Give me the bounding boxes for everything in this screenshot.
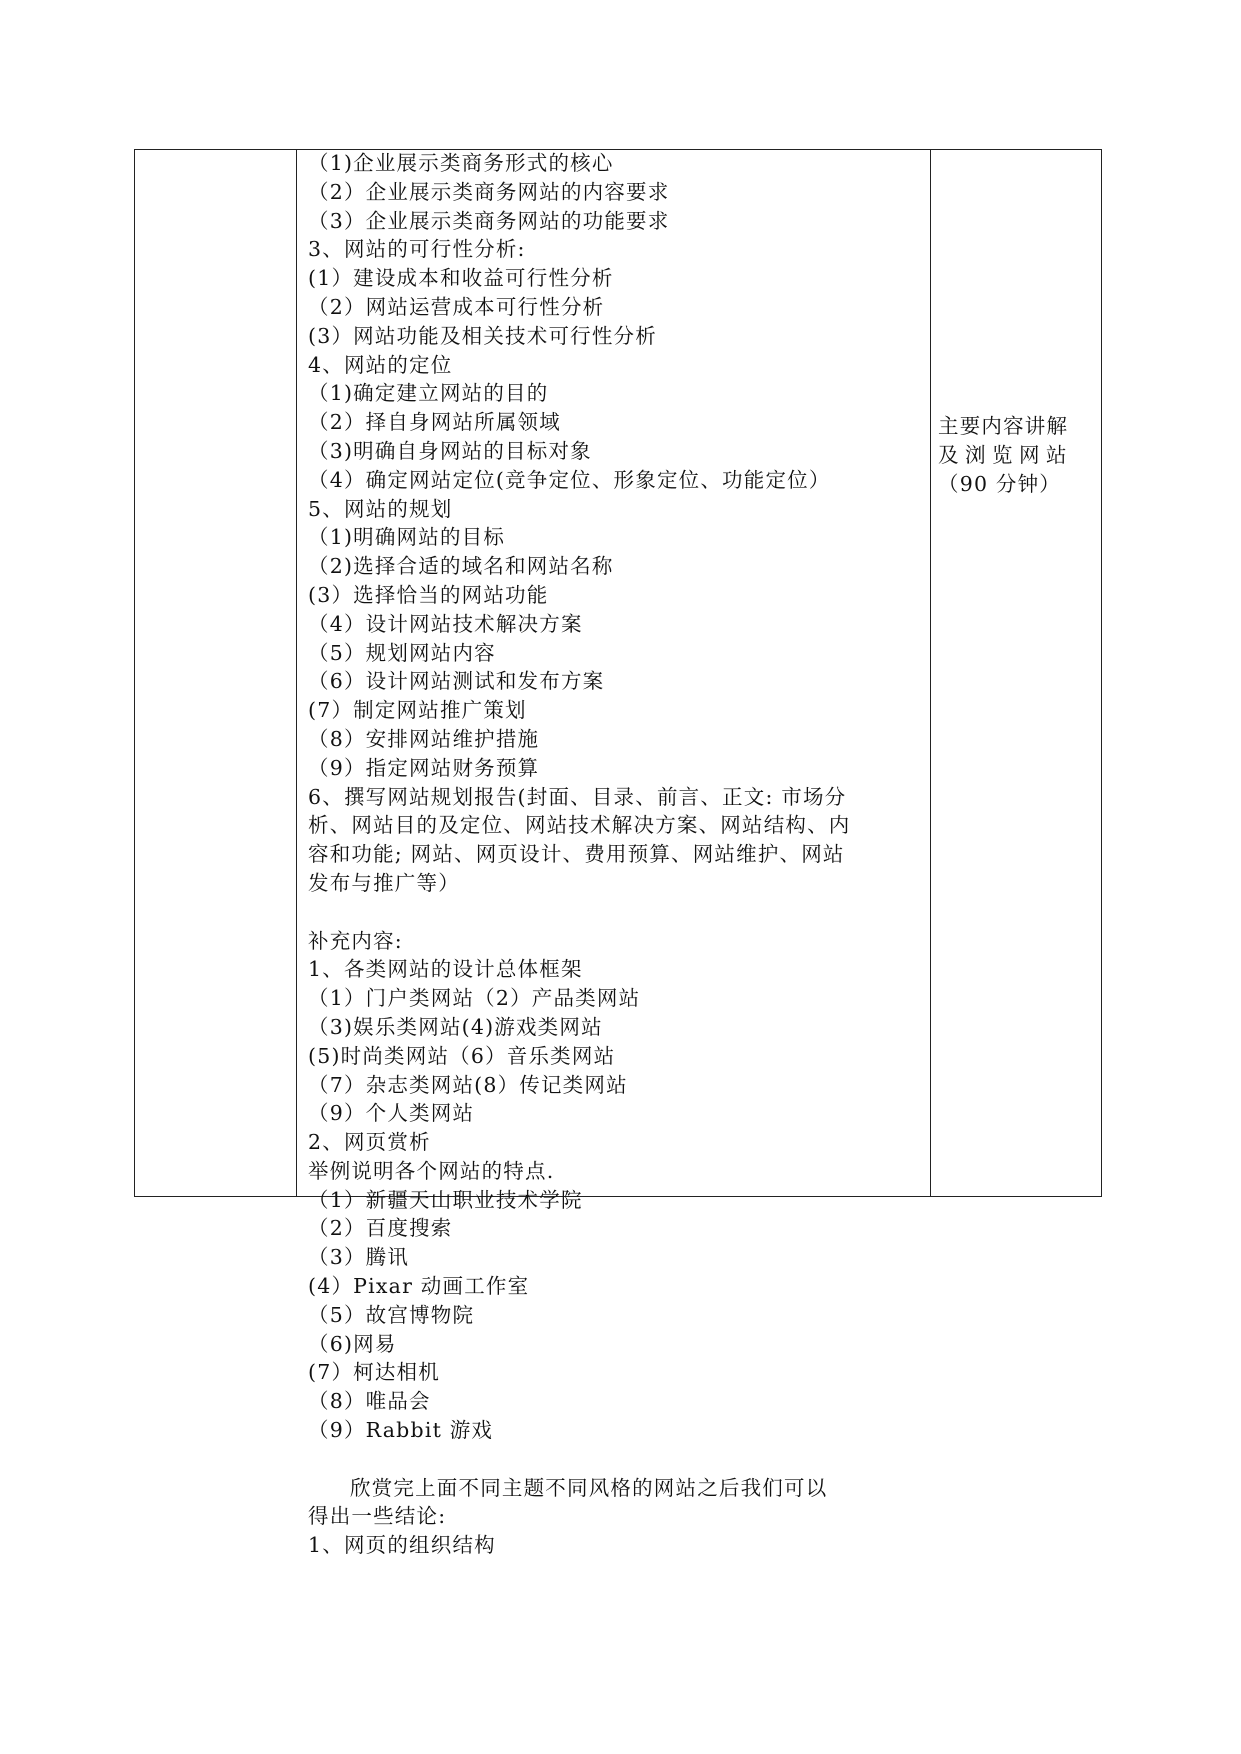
content-line: (3）选择恰当的网站功能	[308, 582, 549, 607]
column-divider-right	[930, 149, 931, 1197]
content-line: （6）设计网站测试和发布方案	[308, 669, 605, 694]
content-line: （5）故宫博物院	[308, 1302, 475, 1327]
content-line: （9）Rabbit 游戏	[308, 1418, 494, 1443]
content-column	[308, 149, 923, 1560]
content-line: （4）确定网站定位(竞争定位、形象定位、功能定位）	[308, 467, 831, 492]
content-line: （2)选择合适的域名和网站名称	[308, 554, 614, 579]
content-line: (4）Pixar 动画工作室	[308, 1274, 530, 1299]
content-section-plan	[308, 149, 923, 898]
content-line: （7）杂志类网站(8）传记类网站	[308, 1072, 628, 1097]
content-line: （4）设计网站技术解决方案	[308, 611, 583, 636]
content-line: (7）制定网站推广策划	[308, 698, 527, 723]
content-line: 析、网站目的及定位、网站技术解决方案、网站结构、内	[308, 813, 851, 838]
content-section-supplement	[308, 927, 923, 1445]
content-line: （9）指定网站财务预算	[308, 755, 540, 780]
content-line: （3）企业展示类商务网站的功能要求	[308, 208, 670, 233]
conclusion-line: 欣赏完上面不同主题不同风格的网站之后我们可以	[350, 1475, 828, 1500]
method-line: 主要内容讲解	[938, 414, 1069, 438]
content-line: (7）柯达相机	[308, 1360, 440, 1385]
content-line: （5）规划网站内容	[308, 640, 496, 665]
content-line: 4、网站的定位	[308, 352, 453, 377]
content-line: 6、撰写网站规划报告(封面、目录、前言、正文: 市场分	[308, 784, 847, 809]
content-line: 2、网页赏析	[308, 1130, 431, 1155]
content-line: 1、各类网站的设计总体框架	[308, 957, 583, 982]
content-line: （1)明确网站的目标	[308, 525, 506, 550]
content-line: （3）腾讯	[308, 1245, 410, 1270]
content-line: （1）门户类网站（2）产品类网站	[308, 986, 641, 1011]
blank-line	[308, 898, 923, 927]
content-line: （9）个人类网站	[308, 1101, 475, 1126]
content-line: 3、网站的可行性分析:	[308, 237, 526, 262]
content-line: （2）网站运营成本可行性分析	[308, 294, 605, 319]
column-divider-left	[296, 149, 297, 1197]
content-line: （3)明确自身网站的目标对象	[308, 438, 592, 463]
content-line: （8）唯品会	[308, 1389, 431, 1414]
content-line: 举例说明各个网站的特点.	[308, 1158, 555, 1183]
content-line: 5、网站的规划	[308, 496, 453, 521]
duration-line: （90 分钟）	[938, 471, 1062, 496]
content-line: (1）建设成本和收益可行性分析	[308, 266, 614, 291]
content-line: 1、网页的组织结构	[308, 1533, 496, 1558]
content-line: （1)确定建立网站的目的	[308, 381, 549, 406]
content-line: (5)时尚类网站（6）音乐类网站	[308, 1043, 616, 1068]
content-line: （8）安排网站维护措施	[308, 726, 540, 751]
content-line: （3)娱乐类网站(4)游戏类网站	[308, 1014, 603, 1039]
content-line: 发布与推广等）	[308, 870, 460, 895]
content-line: 补充内容:	[308, 928, 403, 953]
content-line: （2）企业展示类商务网站的内容要求	[308, 179, 670, 204]
content-line: （2）择自身网站所属领域	[308, 410, 561, 435]
blank-line	[308, 1445, 923, 1474]
content-line: (3）网站功能及相关技术可行性分析	[308, 323, 657, 348]
conclusion-line: 得出一些结论:	[308, 1504, 447, 1529]
content-line: 容和功能; 网站、网页设计、费用预算、网站维护、网站	[308, 842, 845, 867]
content-line: （1）新疆天山职业技术学院	[308, 1187, 583, 1212]
content-line: （2）百度搜索	[308, 1216, 453, 1241]
content-line: （1)企业展示类商务形式的核心	[308, 151, 614, 175]
method-column	[938, 412, 1098, 498]
content-line: （6)网易	[308, 1331, 397, 1356]
method-line: 及浏览网站	[938, 442, 1073, 467]
